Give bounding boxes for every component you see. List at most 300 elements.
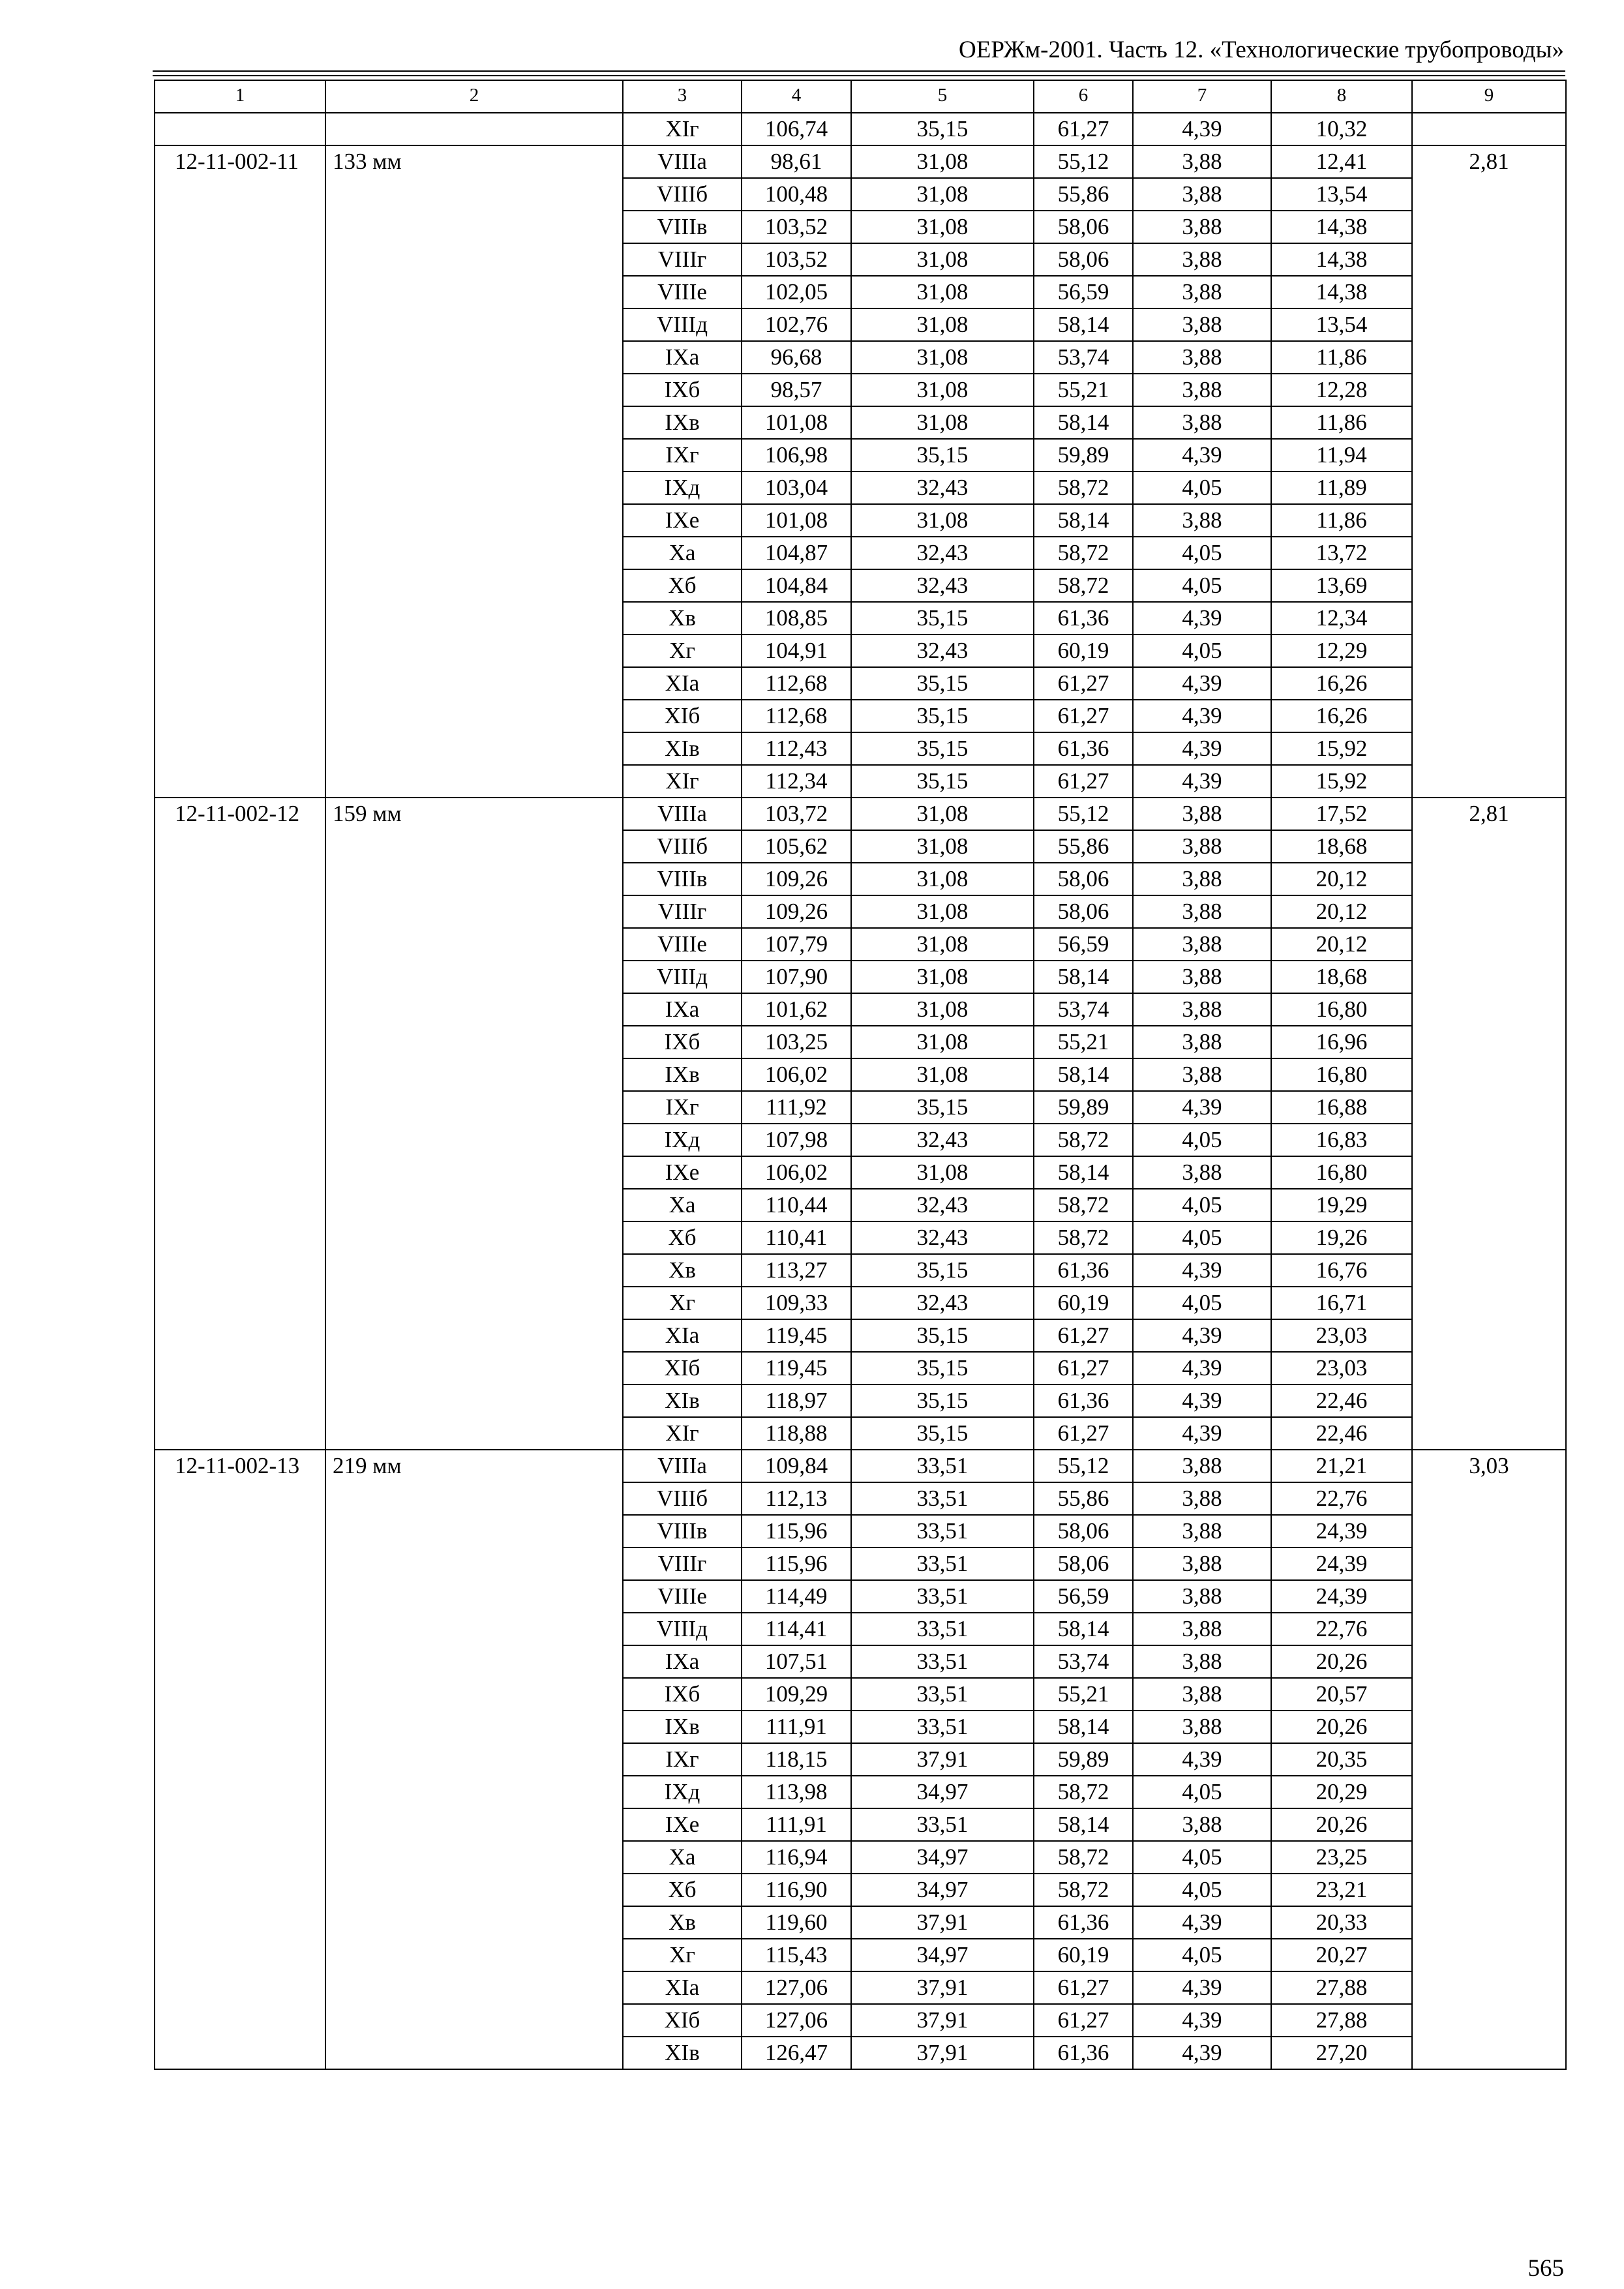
steel-group: XIб: [623, 2004, 742, 2037]
total-cost: 116,94: [742, 1841, 851, 1874]
pipe-diameter: 133 мм: [325, 145, 623, 798]
labor-wages: 37,91: [851, 2004, 1034, 2037]
steel-group: IXг: [623, 1743, 742, 1776]
materials-cost: 20,26: [1271, 1808, 1412, 1841]
labor-wages: 33,51: [851, 1548, 1034, 1580]
steel-group: IXа: [623, 1645, 742, 1678]
steel-group: Xг: [623, 635, 742, 667]
machine-cost: 61,27: [1034, 113, 1133, 145]
materials-cost: 20,27: [1271, 1939, 1412, 1971]
column-number-row: [155, 80, 1566, 113]
steel-group: Xб: [623, 1221, 742, 1254]
total-cost: 100,48: [742, 178, 851, 211]
machinist-wages: 3,88: [1133, 830, 1271, 863]
machine-cost: 61,27: [1034, 2004, 1133, 2037]
labor-hours: 2,81: [1412, 798, 1566, 1450]
labor-wages: 33,51: [851, 1678, 1034, 1711]
labor-wages: 35,15: [851, 732, 1034, 765]
machine-cost: 58,14: [1034, 1613, 1133, 1645]
machinist-wages: 3,88: [1133, 1515, 1271, 1548]
machine-cost: 61,36: [1034, 1384, 1133, 1417]
steel-group: IXд: [623, 1124, 742, 1156]
column-number: 5: [851, 80, 1034, 113]
total-cost: 107,79: [742, 928, 851, 961]
materials-cost: 24,39: [1271, 1515, 1412, 1548]
column-number: 7: [1133, 80, 1271, 113]
machine-cost: 58,06: [1034, 863, 1133, 895]
machine-cost: 58,14: [1034, 1058, 1133, 1091]
total-cost: 101,62: [742, 993, 851, 1026]
total-cost: 119,45: [742, 1352, 851, 1384]
machinist-wages: 3,88: [1133, 1808, 1271, 1841]
steel-group: VIIIб: [623, 830, 742, 863]
steel-group: VIIIд: [623, 308, 742, 341]
machinist-wages: 3,88: [1133, 1156, 1271, 1189]
machine-cost: 55,86: [1034, 1482, 1133, 1515]
total-cost: 103,52: [742, 211, 851, 243]
labor-wages: 35,15: [851, 1254, 1034, 1287]
machine-cost: 55,21: [1034, 1678, 1133, 1711]
machine-cost: 58,72: [1034, 1221, 1133, 1254]
total-cost: 110,41: [742, 1221, 851, 1254]
materials-cost: 23,21: [1271, 1874, 1412, 1906]
total-cost: 104,84: [742, 569, 851, 602]
machinist-wages: 3,88: [1133, 798, 1271, 830]
materials-cost: 20,26: [1271, 1645, 1412, 1678]
total-cost: 116,90: [742, 1874, 851, 1906]
machinist-wages: 4,39: [1133, 732, 1271, 765]
materials-cost: 13,72: [1271, 537, 1412, 569]
steel-group: VIIIе: [623, 276, 742, 308]
machinist-wages: 4,39: [1133, 1971, 1271, 2004]
steel-group: Xв: [623, 602, 742, 635]
labor-wages: 34,97: [851, 1939, 1034, 1971]
machine-cost: 55,21: [1034, 374, 1133, 406]
machinist-wages: 4,39: [1133, 1906, 1271, 1939]
total-cost: 110,44: [742, 1189, 851, 1221]
total-cost: 102,05: [742, 276, 851, 308]
materials-cost: 23,03: [1271, 1319, 1412, 1352]
materials-cost: 16,71: [1271, 1287, 1412, 1319]
labor-wages: 33,51: [851, 1580, 1034, 1613]
steel-group: IXв: [623, 1711, 742, 1743]
steel-group: XIг: [623, 765, 742, 798]
machinist-wages: 3,88: [1133, 406, 1271, 439]
machine-cost: 55,21: [1034, 1026, 1133, 1058]
materials-cost: 24,39: [1271, 1548, 1412, 1580]
materials-cost: 11,86: [1271, 341, 1412, 374]
steel-group: Xа: [623, 537, 742, 569]
materials-cost: 11,89: [1271, 471, 1412, 504]
total-cost: 108,85: [742, 602, 851, 635]
total-cost: 115,96: [742, 1548, 851, 1580]
running-header: ОЕРЖм-2001. Часть 12. «Технологические трубопроводы»: [959, 37, 1564, 63]
steel-group: Xа: [623, 1841, 742, 1874]
materials-cost: 16,83: [1271, 1124, 1412, 1156]
steel-group: VIIIе: [623, 928, 742, 961]
materials-cost: 13,54: [1271, 308, 1412, 341]
machinist-wages: 4,39: [1133, 1743, 1271, 1776]
labor-wages: 31,08: [851, 1156, 1034, 1189]
labor-wages: 31,08: [851, 895, 1034, 928]
total-cost: 109,26: [742, 863, 851, 895]
steel-group: XIа: [623, 1319, 742, 1352]
machine-cost: 58,14: [1034, 1808, 1133, 1841]
machine-cost: 58,06: [1034, 243, 1133, 276]
total-cost: 106,74: [742, 113, 851, 145]
machine-cost: 55,86: [1034, 830, 1133, 863]
machine-cost: 58,72: [1034, 1124, 1133, 1156]
labor-wages: 31,08: [851, 211, 1034, 243]
steel-group: XIв: [623, 1384, 742, 1417]
machine-cost: 61,27: [1034, 1319, 1133, 1352]
materials-cost: 20,57: [1271, 1678, 1412, 1711]
total-cost: 104,91: [742, 635, 851, 667]
steel-group: VIIIа: [623, 798, 742, 830]
materials-cost: 12,41: [1271, 145, 1412, 178]
materials-cost: 22,76: [1271, 1613, 1412, 1645]
total-cost: 98,57: [742, 374, 851, 406]
machinist-wages: 4,05: [1133, 1124, 1271, 1156]
steel-group: IXе: [623, 1156, 742, 1189]
steel-group: VIIIб: [623, 1482, 742, 1515]
machine-cost: 55,86: [1034, 178, 1133, 211]
labor-wages: 31,08: [851, 961, 1034, 993]
machine-cost: 56,59: [1034, 928, 1133, 961]
total-cost: 115,43: [742, 1939, 851, 1971]
machinist-wages: 4,39: [1133, 667, 1271, 700]
machinist-wages: 3,88: [1133, 961, 1271, 993]
labor-wages: 35,15: [851, 1091, 1034, 1124]
machine-cost: 61,36: [1034, 732, 1133, 765]
machine-cost: 58,72: [1034, 1776, 1133, 1808]
labor-wages: 37,91: [851, 1906, 1034, 1939]
materials-cost: 20,26: [1271, 1711, 1412, 1743]
steel-group: VIIIб: [623, 178, 742, 211]
labor-wages: 35,15: [851, 602, 1034, 635]
machinist-wages: 3,88: [1133, 1645, 1271, 1678]
total-cost: 106,02: [742, 1058, 851, 1091]
machine-cost: 61,36: [1034, 1254, 1133, 1287]
total-cost: 96,68: [742, 341, 851, 374]
machinist-wages: 4,39: [1133, 2037, 1271, 2069]
steel-group: IXд: [623, 1776, 742, 1808]
total-cost: 111,91: [742, 1808, 851, 1841]
continuation-row: [155, 113, 1566, 145]
rate-code: [155, 113, 325, 145]
machinist-wages: 4,05: [1133, 1189, 1271, 1221]
materials-cost: 15,92: [1271, 732, 1412, 765]
machine-cost: 58,14: [1034, 504, 1133, 537]
steel-group: VIIIг: [623, 895, 742, 928]
total-cost: 109,84: [742, 1450, 851, 1482]
column-number: 2: [325, 80, 623, 113]
total-cost: 109,33: [742, 1287, 851, 1319]
materials-cost: 22,76: [1271, 1482, 1412, 1515]
total-cost: 114,41: [742, 1613, 851, 1645]
rates-table-body: [155, 80, 1566, 2069]
machine-cost: 58,72: [1034, 1841, 1133, 1874]
machine-cost: 61,27: [1034, 1417, 1133, 1450]
materials-cost: 14,38: [1271, 211, 1412, 243]
steel-group: Xб: [623, 569, 742, 602]
total-cost: 107,98: [742, 1124, 851, 1156]
machine-cost: 58,14: [1034, 406, 1133, 439]
total-cost: 119,60: [742, 1906, 851, 1939]
labor-hours: [1412, 113, 1566, 145]
machinist-wages: 3,88: [1133, 863, 1271, 895]
total-cost: 101,08: [742, 406, 851, 439]
total-cost: 103,04: [742, 471, 851, 504]
materials-cost: 12,29: [1271, 635, 1412, 667]
machinist-wages: 4,05: [1133, 1841, 1271, 1874]
machine-cost: 53,74: [1034, 993, 1133, 1026]
machinist-wages: 4,05: [1133, 1287, 1271, 1319]
machine-cost: 61,36: [1034, 602, 1133, 635]
materials-cost: 20,29: [1271, 1776, 1412, 1808]
steel-group: IXв: [623, 406, 742, 439]
materials-cost: 10,32: [1271, 113, 1412, 145]
steel-group: Xг: [623, 1939, 742, 1971]
materials-cost: 22,46: [1271, 1417, 1412, 1450]
machine-cost: 59,89: [1034, 1743, 1133, 1776]
machinist-wages: 3,88: [1133, 1026, 1271, 1058]
page-number: 565: [1527, 2255, 1564, 2282]
labor-wages: 31,08: [851, 1058, 1034, 1091]
labor-wages: 33,51: [851, 1711, 1034, 1743]
machine-cost: 58,72: [1034, 1874, 1133, 1906]
steel-group: XIа: [623, 667, 742, 700]
materials-cost: 16,26: [1271, 667, 1412, 700]
materials-cost: 16,80: [1271, 1058, 1412, 1091]
machinist-wages: 3,88: [1133, 1711, 1271, 1743]
machine-cost: 55,12: [1034, 145, 1133, 178]
machine-cost: 58,14: [1034, 308, 1133, 341]
labor-wages: 31,08: [851, 178, 1034, 211]
steel-group: XIг: [623, 1417, 742, 1450]
labor-wages: 34,97: [851, 1841, 1034, 1874]
machinist-wages: 3,88: [1133, 276, 1271, 308]
steel-group: IXд: [623, 471, 742, 504]
materials-cost: 14,38: [1271, 243, 1412, 276]
labor-wages: 35,15: [851, 700, 1034, 732]
materials-cost: 27,20: [1271, 2037, 1412, 2069]
labor-wages: 37,91: [851, 2037, 1034, 2069]
labor-wages: 35,15: [851, 113, 1034, 145]
labor-wages: 31,08: [851, 928, 1034, 961]
machine-cost: 60,19: [1034, 1287, 1133, 1319]
materials-cost: 16,80: [1271, 1156, 1412, 1189]
pipe-diameter: [325, 113, 623, 145]
materials-cost: 12,34: [1271, 602, 1412, 635]
steel-group: VIIIг: [623, 1548, 742, 1580]
machinist-wages: 3,88: [1133, 895, 1271, 928]
machinist-wages: 4,39: [1133, 439, 1271, 471]
total-cost: 98,61: [742, 145, 851, 178]
materials-cost: 19,29: [1271, 1189, 1412, 1221]
total-cost: 112,68: [742, 667, 851, 700]
machinist-wages: 3,88: [1133, 1613, 1271, 1645]
machinist-wages: 4,05: [1133, 635, 1271, 667]
labor-wages: 33,51: [851, 1450, 1034, 1482]
materials-cost: 16,76: [1271, 1254, 1412, 1287]
machinist-wages: 3,88: [1133, 504, 1271, 537]
machinist-wages: 4,39: [1133, 2004, 1271, 2037]
materials-cost: 11,86: [1271, 406, 1412, 439]
steel-group: XIб: [623, 700, 742, 732]
labor-wages: 37,91: [851, 1971, 1034, 2004]
materials-cost: 16,96: [1271, 1026, 1412, 1058]
materials-cost: 27,88: [1271, 2004, 1412, 2037]
total-cost: 112,43: [742, 732, 851, 765]
total-cost: 118,97: [742, 1384, 851, 1417]
labor-wages: 32,43: [851, 1124, 1034, 1156]
labor-wages: 31,08: [851, 341, 1034, 374]
labor-hours: 2,81: [1412, 145, 1566, 798]
materials-cost: 13,54: [1271, 178, 1412, 211]
steel-group: VIIIд: [623, 961, 742, 993]
materials-cost: 16,26: [1271, 700, 1412, 732]
machinist-wages: 3,88: [1133, 1678, 1271, 1711]
labor-wages: 31,08: [851, 1026, 1034, 1058]
machine-cost: 61,27: [1034, 1971, 1133, 2004]
materials-cost: 14,38: [1271, 276, 1412, 308]
labor-wages: 33,51: [851, 1482, 1034, 1515]
total-cost: 112,13: [742, 1482, 851, 1515]
labor-wages: 35,15: [851, 439, 1034, 471]
steel-group: VIIIа: [623, 1450, 742, 1482]
steel-group: VIIIв: [623, 211, 742, 243]
machinist-wages: 4,05: [1133, 569, 1271, 602]
labor-wages: 35,15: [851, 1319, 1034, 1352]
labor-wages: 31,08: [851, 406, 1034, 439]
machine-cost: 58,72: [1034, 471, 1133, 504]
total-cost: 109,29: [742, 1678, 851, 1711]
machine-cost: 58,72: [1034, 1189, 1133, 1221]
materials-cost: 19,26: [1271, 1221, 1412, 1254]
materials-cost: 11,86: [1271, 504, 1412, 537]
total-cost: 106,98: [742, 439, 851, 471]
materials-cost: 15,92: [1271, 765, 1412, 798]
total-cost: 103,52: [742, 243, 851, 276]
labor-wages: 32,43: [851, 471, 1034, 504]
labor-wages: 31,08: [851, 798, 1034, 830]
labor-wages: 35,15: [851, 667, 1034, 700]
materials-cost: 23,03: [1271, 1352, 1412, 1384]
rate-code: 12-11-002-13: [155, 1450, 325, 2069]
total-cost: 111,91: [742, 1711, 851, 1743]
steel-group: IXб: [623, 1678, 742, 1711]
total-cost: 115,96: [742, 1515, 851, 1548]
machinist-wages: 4,05: [1133, 537, 1271, 569]
total-cost: 103,25: [742, 1026, 851, 1058]
steel-group: XIв: [623, 2037, 742, 2069]
steel-group: VIIIа: [623, 145, 742, 178]
header-rule: [153, 70, 1565, 76]
total-cost: 105,62: [742, 830, 851, 863]
rate-code: 12-11-002-12: [155, 798, 325, 1450]
steel-group: IXв: [623, 1058, 742, 1091]
machinist-wages: 3,88: [1133, 341, 1271, 374]
total-cost: 106,02: [742, 1156, 851, 1189]
rate-code: 12-11-002-11: [155, 145, 325, 798]
machinist-wages: 4,39: [1133, 1384, 1271, 1417]
machine-cost: 58,06: [1034, 1548, 1133, 1580]
machinist-wages: 3,88: [1133, 1058, 1271, 1091]
labor-wages: 33,51: [851, 1515, 1034, 1548]
labor-wages: 31,08: [851, 993, 1034, 1026]
total-cost: 127,06: [742, 2004, 851, 2037]
labor-wages: 32,43: [851, 569, 1034, 602]
column-number: 9: [1412, 80, 1566, 113]
labor-wages: 33,51: [851, 1645, 1034, 1678]
steel-group: XIг: [623, 113, 742, 145]
machinist-wages: 4,39: [1133, 1254, 1271, 1287]
machinist-wages: 3,88: [1133, 308, 1271, 341]
total-cost: 102,76: [742, 308, 851, 341]
machinist-wages: 3,88: [1133, 374, 1271, 406]
labor-wages: 31,08: [851, 243, 1034, 276]
machine-cost: 56,59: [1034, 276, 1133, 308]
machine-cost: 58,06: [1034, 1515, 1133, 1548]
steel-group: XIб: [623, 1352, 742, 1384]
total-cost: 114,49: [742, 1580, 851, 1613]
steel-group: IXе: [623, 1808, 742, 1841]
labor-wages: 31,08: [851, 308, 1034, 341]
machine-cost: 58,14: [1034, 961, 1133, 993]
machine-cost: 61,27: [1034, 1352, 1133, 1384]
labor-wages: 34,97: [851, 1874, 1034, 1906]
labor-wages: 33,51: [851, 1613, 1034, 1645]
machinist-wages: 4,39: [1133, 113, 1271, 145]
machine-cost: 61,36: [1034, 1906, 1133, 1939]
machine-cost: 59,89: [1034, 1091, 1133, 1124]
materials-cost: 13,69: [1271, 569, 1412, 602]
steel-group: IXб: [623, 374, 742, 406]
total-cost: 112,68: [742, 700, 851, 732]
total-cost: 126,47: [742, 2037, 851, 2069]
machinist-wages: 3,88: [1133, 243, 1271, 276]
total-cost: 112,34: [742, 765, 851, 798]
machine-cost: 53,74: [1034, 341, 1133, 374]
total-cost: 113,27: [742, 1254, 851, 1287]
total-cost: 107,90: [742, 961, 851, 993]
materials-cost: 20,12: [1271, 863, 1412, 895]
machine-cost: 61,27: [1034, 765, 1133, 798]
column-number: 4: [742, 80, 851, 113]
labor-wages: 31,08: [851, 504, 1034, 537]
materials-cost: 16,88: [1271, 1091, 1412, 1124]
machine-cost: 58,14: [1034, 1711, 1133, 1743]
labor-wages: 34,97: [851, 1776, 1034, 1808]
machinist-wages: 3,88: [1133, 1450, 1271, 1482]
materials-cost: 12,28: [1271, 374, 1412, 406]
steel-group: Xв: [623, 1254, 742, 1287]
machinist-wages: 4,05: [1133, 471, 1271, 504]
column-number: 6: [1034, 80, 1133, 113]
labor-wages: 35,15: [851, 1417, 1034, 1450]
steel-group: VIIIв: [623, 1515, 742, 1548]
machine-cost: 61,27: [1034, 667, 1133, 700]
machine-cost: 53,74: [1034, 1645, 1133, 1678]
materials-cost: 27,88: [1271, 1971, 1412, 2004]
materials-cost: 22,46: [1271, 1384, 1412, 1417]
table-row: [155, 798, 1566, 830]
column-number: 1: [155, 80, 325, 113]
total-cost: 101,08: [742, 504, 851, 537]
materials-cost: 20,12: [1271, 928, 1412, 961]
steel-group: VIIIе: [623, 1580, 742, 1613]
